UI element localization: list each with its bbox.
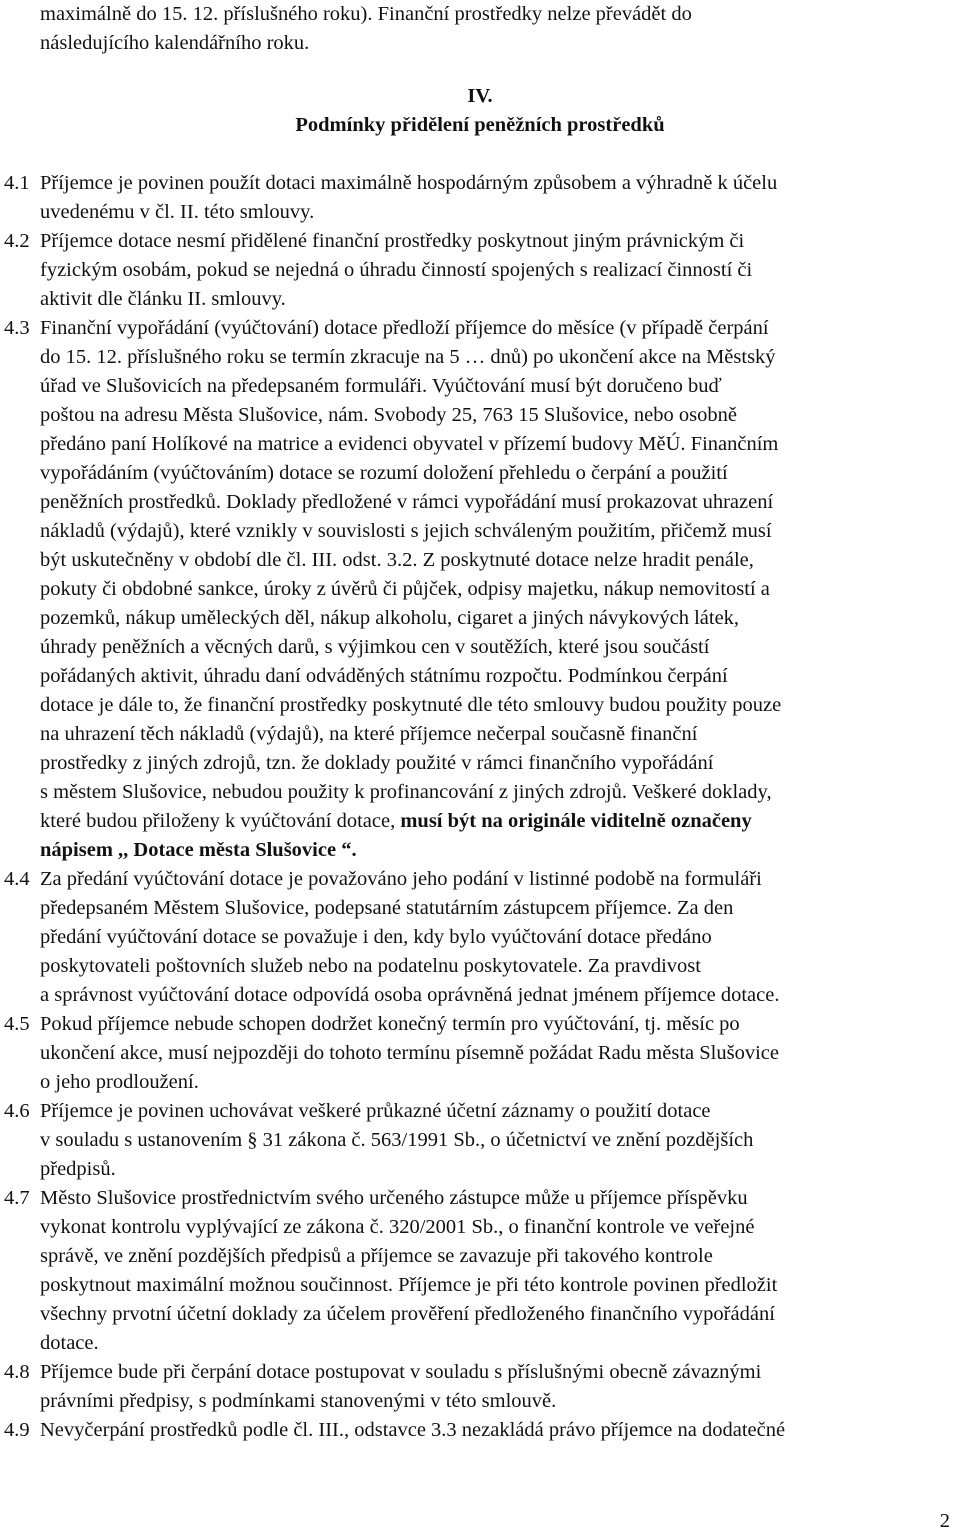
text-line: právními předpisy, s podmínkami stanovenými v této smlouvě. [40,1390,557,1412]
text-line: aktivit dle článku II. smlouvy. [40,288,286,310]
text-line: Finanční vypořádání (vyúčtování) dotace předloží příjemce do měsíce (v případě čerpání [40,317,769,339]
sections-list [4,169,954,1445]
text-line: Město Slušovice prostřednictvím svého určeného zástupce může u příjemce příspěvku [40,1187,748,1209]
text-line: vypořádáním (vyúčtováním) dotace se rozumí doložení přehledu o čerpání a použití [40,462,728,484]
text-bold: musí být na originále viditelně označeny [400,810,752,832]
intro-line: následujícího kalendářního roku. [40,32,310,54]
section-text [40,1184,954,1358]
text-line: pořádaných aktivit, úhradu daní odváděných státnímu rozpočtu. Podmínkou čerpání [40,665,728,687]
section-number: 4.7 [4,1187,30,1209]
text-line: předepsaném Městem Slušovice, podepsané statutárním zástupcem příjemce. Za den [40,897,734,919]
section-4-9 [4,1416,954,1445]
text-line: na uhrazení těch nákladů (výdajů), na které příjemce nečerpal současně finanční [40,723,698,745]
text-line: předpisů. [40,1158,116,1180]
section-4-2 [4,227,954,314]
text-line: úřad ve Slušovicích na předepsaném formuláři. Vyúčtování musí být doručeno buď [40,375,722,397]
section-text [40,1358,954,1416]
text-line: Příjemce dotace nesmí přidělené finanční prostředky poskytnout jiným právnickým či [40,230,745,252]
text-line: úhrady peněžních a věcných darů, s výjimkou cen v soutěžích, které jsou součástí [40,636,710,658]
section-number: 4.5 [4,1013,30,1035]
page-number: 2 [939,1510,950,1532]
text-line: všechny prvotní účetní doklady za účelem prověření předloženého finančního vypořádání [40,1303,775,1325]
text-line: o jeho prodloužení. [40,1071,199,1093]
text-line: fyzickým osobám, pokud se nejedná o úhradu činností spojených s realizací činností či [40,259,753,281]
text-line: nákladů (výdajů), které vznikly v souvislosti s jejich schváleným použitím, přičemž musí [40,520,772,542]
section-text [40,227,954,314]
text-line: Nevyčerpání prostředků podle čl. III., odstavce 3.3 nezakládá právo příjemce na dodatečné [40,1419,786,1441]
section-4-3 [4,314,954,865]
text-line: pozemků, nákup uměleckých děl, nákup alkoholu, cigaret a jiných návykových látek, [40,607,740,629]
section-text [40,314,954,865]
section-number: 4.8 [4,1361,30,1383]
text-line: Příjemce bude při čerpání dotace postupovat v souladu s příslušnými obecně závaznými [40,1361,762,1383]
section-4-1 [4,169,954,227]
article-title: Podmínky přidělení peněžních prostředků [295,114,665,136]
section-number: 4.9 [4,1419,30,1441]
text-line: v souladu s ustanovením § 31 zákona č. 563/1991 Sb., o účetnictví ve znění pozdějších [40,1129,754,1151]
text-line: ukončení akce, musí nejpozději do tohoto termínu písemně požádat Radu města Slušovice [40,1042,779,1064]
text-line: do 15. 12. příslušného roku se termín zkracuje na 5 … dnů) po ukončení akce na Městský [40,346,776,368]
intro-line: maximálně do 15. 12. příslušného roku). Finanční prostředky nelze převádět do [40,3,692,25]
text-line: a správnost vyúčtování dotace odpovídá osoba oprávněná jednat jménem příjemce dotace. [40,984,780,1006]
section-4-6 [4,1097,954,1184]
text-line: poskytnout maximální možnou součinnost. Příjemce je při této kontrole povinen předložit [40,1274,778,1296]
text-line: peněžních prostředků. Doklady předložené v rámci vypořádání musí prokazovat uhrazení [40,491,774,513]
text-line: uvedenému v čl. II. této smlouvy. [40,201,315,223]
section-text [40,1010,954,1097]
text-line: poštou na adresu Města Slušovice, nám. Svobody 25, 763 15 Slušovice, nebo osobně [40,404,737,426]
text-line-mixed [40,807,954,836]
text-line: správě, ve znění pozdějších předpisů a příjemce se zavazuje při takového kontrole [40,1245,713,1267]
text-line: poskytovateli poštovních služeb nebo na podatelnu poskytovatele. Za pravdivost [40,955,701,977]
section-text [40,865,954,1010]
section-text [40,1097,954,1184]
text-line: prostředky z jiných zdrojů, tzn. že doklady použité v rámci finančního vypořádání [40,752,714,774]
text-line: předáno paní Holíkové na matrice a evidenci obyvatel v přízemí budovy MěÚ. Finančním [40,433,779,455]
section-number: 4.4 [4,868,30,890]
text-line-bold: nápisem ,, Dotace města Slušovice “. [40,839,357,861]
article-number: IV. [467,85,493,107]
section-4-8 [4,1358,954,1416]
text-line: Za předání vyúčtování dotace je považováno jeho podání v listinné podobě na formuláři [40,868,762,890]
section-number: 4.6 [4,1100,30,1122]
section-4-7 [4,1184,954,1358]
section-4-5 [4,1010,954,1097]
text-line: Příjemce je povinen uchovávat veškeré průkazné účetní záznamy o použití dotace [40,1100,711,1122]
text-line: vykonat kontrolu vyplývající ze zákona č. 320/2001 Sb., o finanční kontrole ve veřejné [40,1216,755,1238]
intro-paragraph [40,0,930,58]
section-text [40,1416,954,1445]
section-text [40,169,954,227]
section-4-4 [4,865,954,1010]
text-line: dotace. [40,1332,99,1354]
section-number: 4.1 [4,172,30,194]
text-line: být uskutečněny v období dle čl. III. odst. 3.2. Z poskytnuté dotace nelze hradit penále, [40,549,754,571]
section-number: 4.2 [4,230,30,252]
text-line: Příjemce je povinen použít dotaci maximálně hospodárným způsobem a výhradně k účelu [40,172,778,194]
text-line: pokuty či obdobné sankce, úroky z úvěrů či půjček, odpisy majetku, nákup nemovitostí a [40,578,770,600]
text-line: předání vyúčtování dotace se považuje i den, kdy bylo vyúčtování dotace předáno [40,926,712,948]
section-number: 4.3 [4,317,30,339]
text-normal: které budou přiloženy k vyúčtování dotace, [40,810,401,832]
text-line: Pokud příjemce nebude schopen dodržet konečný termín pro vyúčtování, tj. měsíc po [40,1013,740,1035]
text-line: dotace je dále to, že finanční prostředky poskytnuté dle této smlouvy budou použity pouze [40,694,782,716]
text-line: s městem Slušovice, nebudou použity k profinancování z jiných zdrojů. Veškeré doklady, [40,781,772,803]
